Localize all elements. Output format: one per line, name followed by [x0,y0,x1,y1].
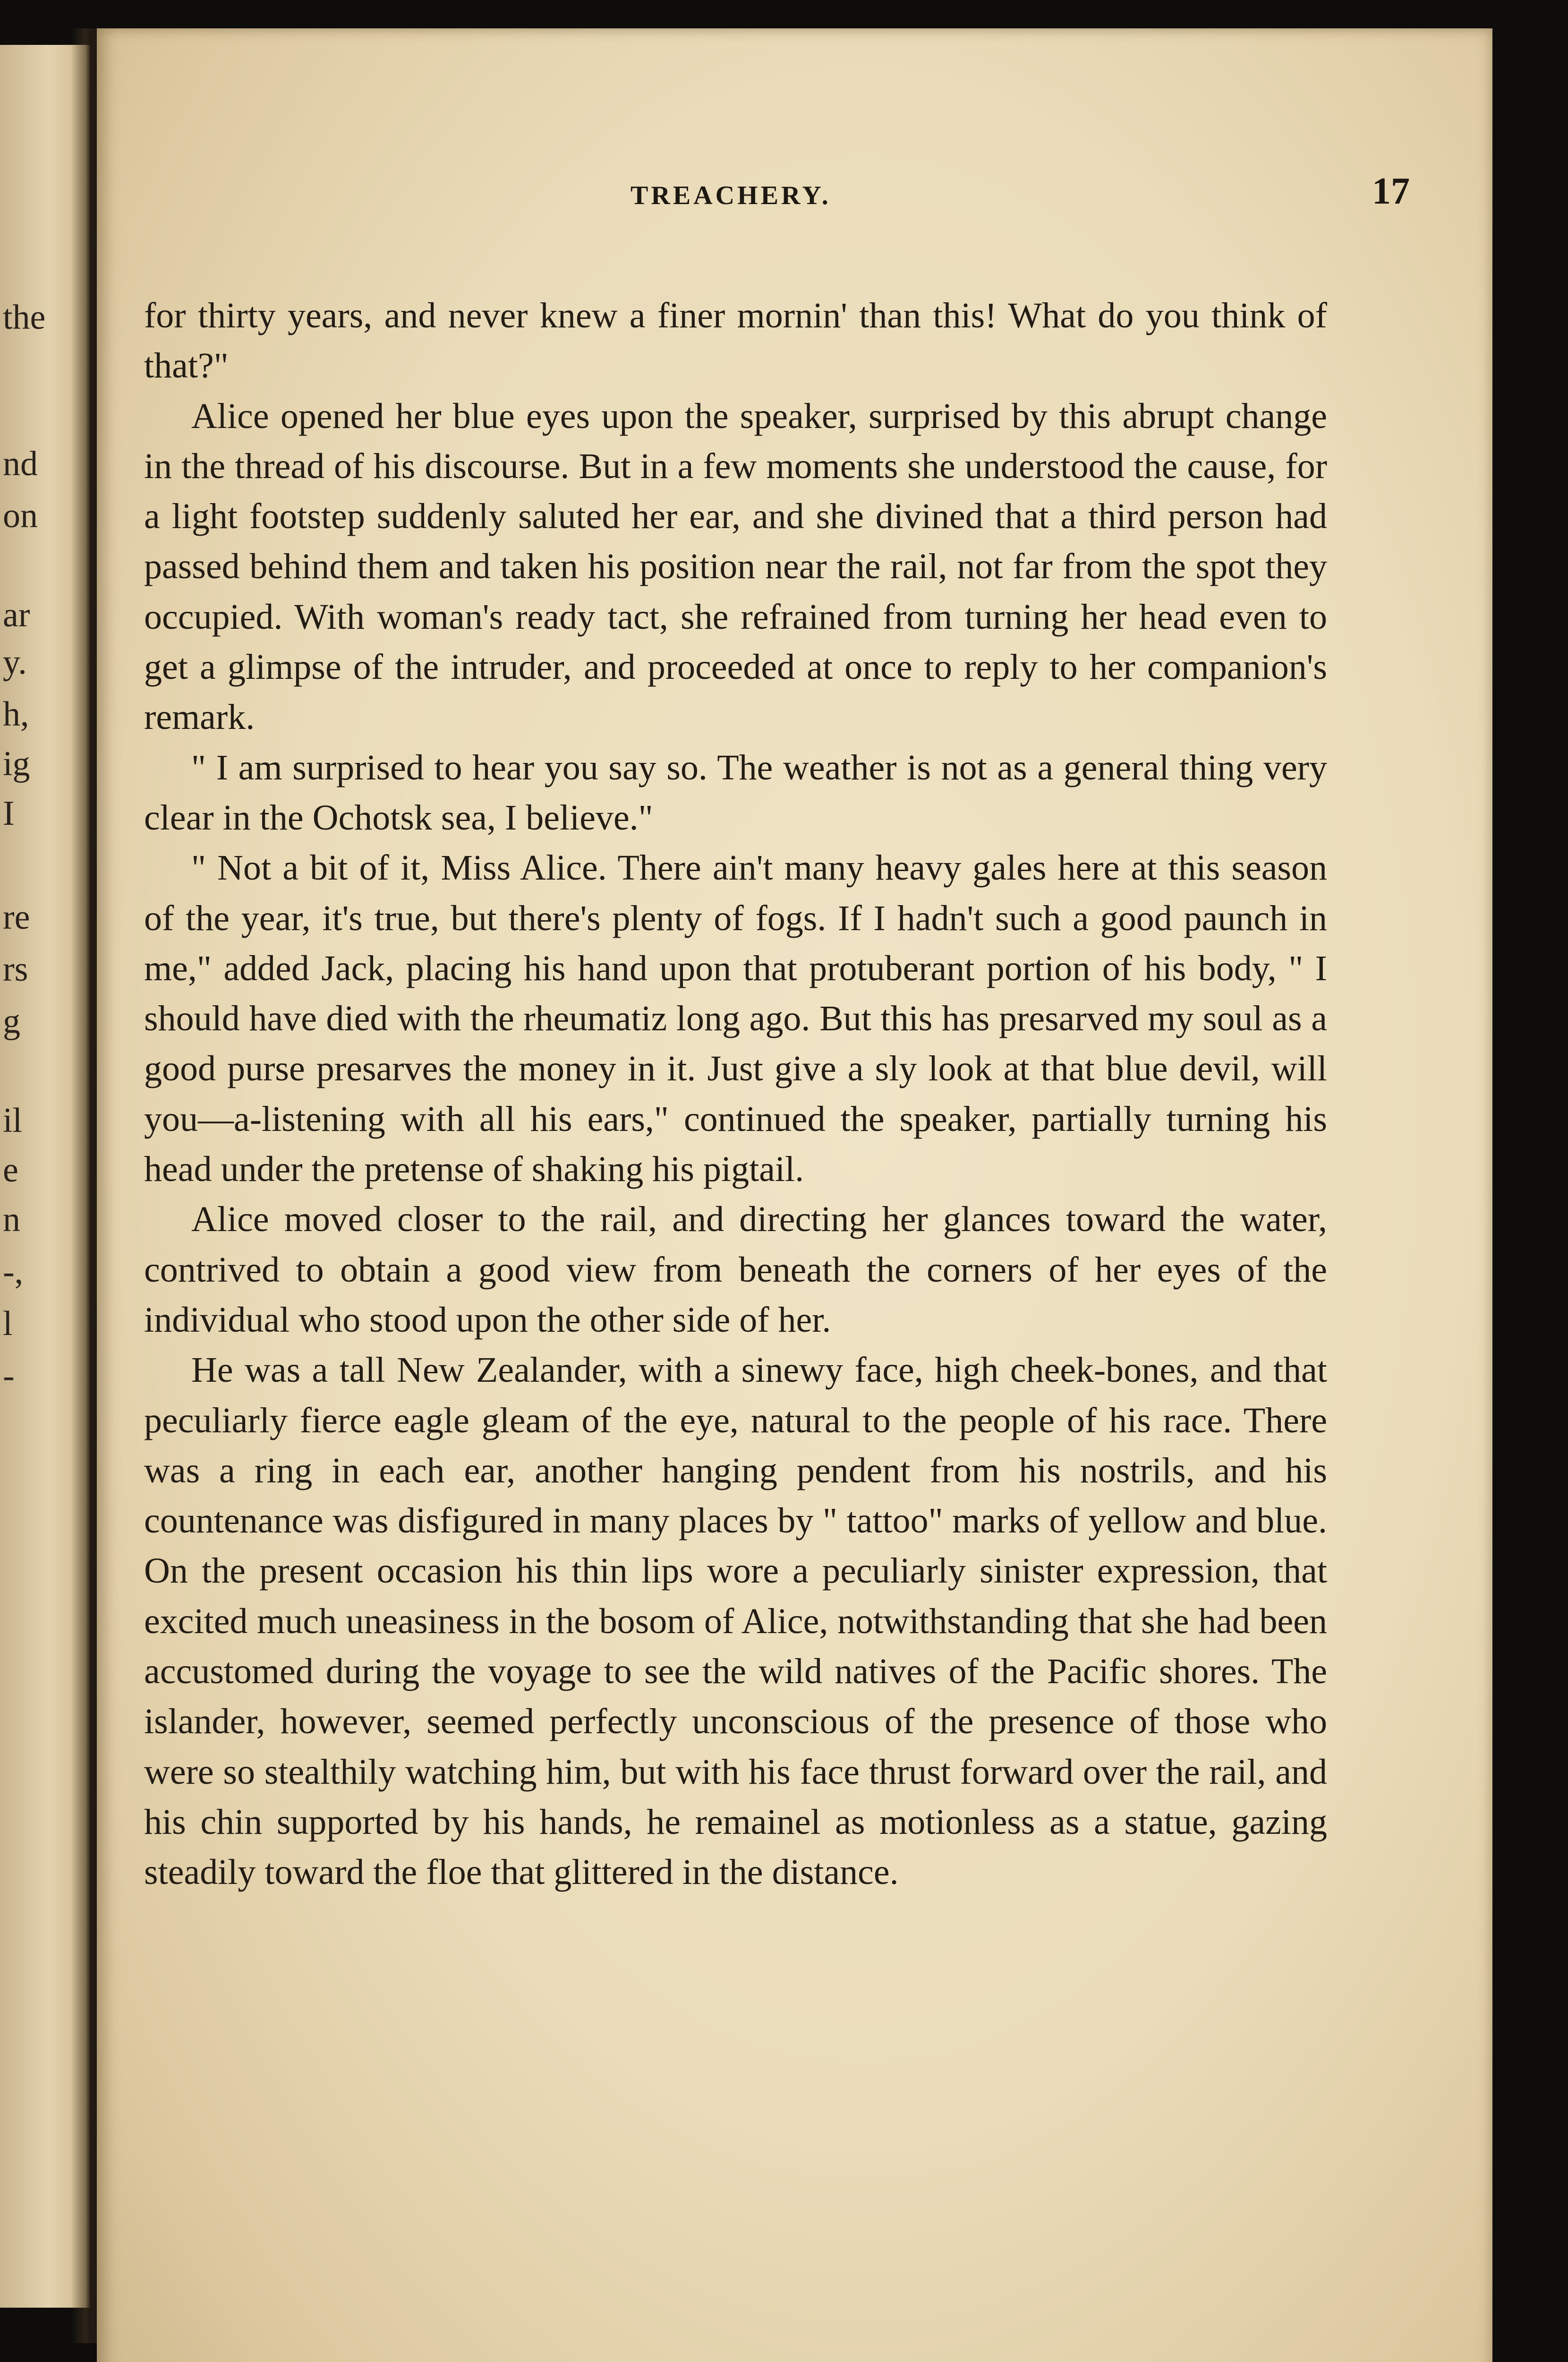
left-fragment: rs [3,950,28,989]
left-fragment: l [3,1304,13,1343]
paragraph: " I am surprised to hear you say so. The weather is not as a general thing very clear in the Ochotsk sea, I believe." [144,747,1327,838]
left-fragment: y. [3,643,27,682]
left-fragment: ar [3,596,30,634]
running-head: TREACHERY. [631,181,831,210]
left-fragment: il [3,1101,23,1140]
left-fragment: re [3,898,30,937]
paragraph: Alice moved closer to the rail, and directing her glances toward the water, contrived to obtain a good view from beneath the corners of her eyes of the individual who stood upon the other side of her. [144,1199,1327,1340]
left-fragment: n [3,1200,20,1239]
body-text [144,291,1327,1898]
left-fragment: -, [3,1252,24,1291]
left-fragment: the [3,298,46,337]
paragraph: " Not a bit of it, Miss Alice. There ain't many heavy gales here at this season of the year, it's true, but there's plenty of fogs. If I hadn't such a good paunch in me," added Jack, placing his hand upon that protuberant portion of his body, " I should have died with the rheumatiz long ago. But this has presarved my soul as a good purse presarves the money in it. Just give a sly look at that blue devil, will you—a-listening with all his ears," continued the speaker, partially turning his head under the pretense of shaking his pigtail. [144,848,1327,1190]
paragraph: Alice opened her blue eyes upon the speaker, surprised by this abrupt change in the thread of his discourse. But in a few moments she understood the cause, for a light footstep suddenly saluted her ear, and she divined that a third person had passed behind them and taken his position near the rail, not far from the spot they occupied. With woman's ready tact, she refrained from turning her head even to get a glimpse of the intruder, and proceeded at once to reply to her companion's remark. [144,396,1327,737]
left-fragment: on [3,496,38,535]
book-page [97,28,1492,2362]
left-fragment: e [3,1151,18,1190]
paragraph: for thirty years, and never knew a finer mornin' than this! What do you think of that?" [144,296,1327,386]
left-fragment: nd [3,445,38,483]
page-number: 17 [1372,171,1410,212]
left-fragment: h, [3,695,29,734]
left-fragment: ig [3,745,30,783]
left-fragment: g [3,1002,20,1041]
paragraph: He was a tall New Zealander, with a sinewy face, high cheek-bones, and that peculiarly fierce eagle gleam of the eye, natural to the people of his race. There was a ring in each ear, another hanging pendent from his nostrils, and his countenance was disfigured in many places by " tattoo" marks of yellow and blue. On the present occasion his thin lips wore a peculiarly sinister expression, that excited much uneasiness in the bosom of Alice, notwithstanding that she had been accustomed during the voyage to see the wild natives of the Pacific shores. The islander, however, seemed perfectly unconscious of the presence of those who were so stealthily watching him, but with his face thrust forward over the rail, and his chin supported by his hands, he remainel as motionless as a statue, gazing steadily toward the floe that glittered in the distance. [144,1350,1327,1892]
left-fragment: - [3,1356,15,1395]
left-fragment: I [3,794,15,833]
